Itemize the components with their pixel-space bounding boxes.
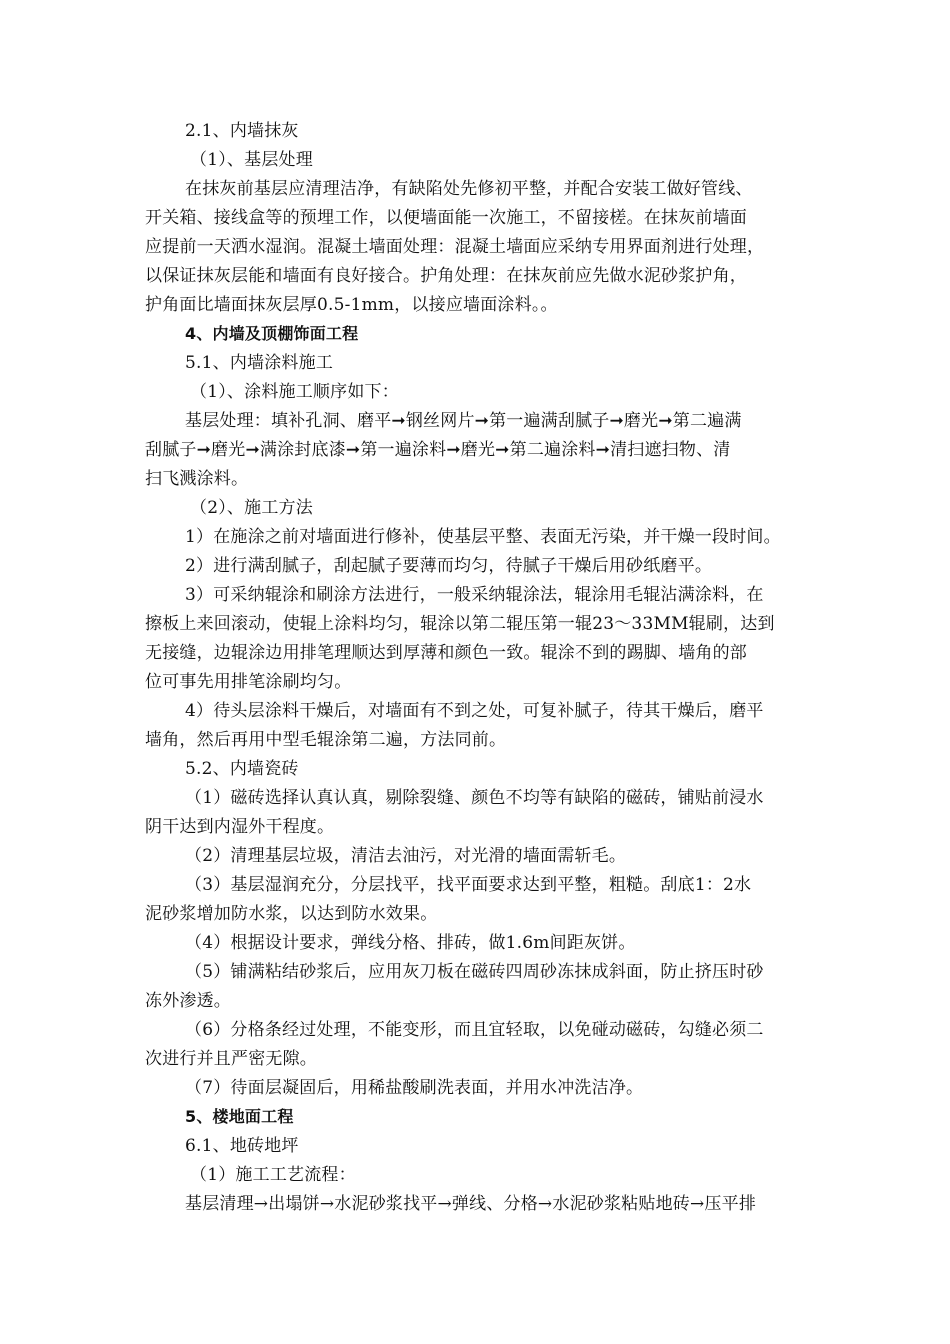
paragraph-line: 位可事先用排笔涂刷均匀。 bbox=[145, 672, 352, 692]
paragraph-line: （4）根据设计要求，弹线分格、排砖，做1.6m间距灰饼。 bbox=[185, 933, 636, 953]
paragraph-line: 3）可采纳辊涂和刷涂方法进行，一般采纳辊涂法，辊涂用毛辊沾满涂料，在 bbox=[185, 585, 764, 605]
paragraph-line: （6）分格条经过处理，不能变形，而且宜轻取，以免碰动磁砖，勾缝必须二 bbox=[185, 1020, 764, 1040]
subheading-construction-method: （2）、施工方法 bbox=[190, 498, 313, 518]
heading-5-2: 5.2、内墙瓷砖 bbox=[185, 759, 299, 779]
paragraph-line: （2）清理基层垃圾，清洁去油污，对光滑的墙面需斩毛。 bbox=[185, 846, 627, 866]
paragraph-line: 阴干达到内湿外干程度。 bbox=[145, 817, 335, 837]
paragraph-line: 次进行并且严密无隙。 bbox=[145, 1049, 317, 1069]
paragraph-line: （7）待面层凝固后，用稀盐酸刷洗表面，并用水冲洗洁净。 bbox=[185, 1078, 644, 1098]
paragraph-line: 刮腻子➞磨光➞满涂封底漆➞第一遍涂料➞磨光➞第二遍涂料➞清扫遮扫物、清 bbox=[145, 440, 731, 460]
section-heading-5: 5、楼地面工程 bbox=[185, 1107, 294, 1126]
paragraph-line: 擦板上来回滚动，使辊上涂料均匀，辊涂以第二辊压第一辊23～33MM辊刷，达到 bbox=[145, 614, 775, 634]
paragraph-line: 应提前一天洒水湿润。混凝土墙面处理：混凝土墙面应采纳专用界面剂进行处理， bbox=[145, 237, 765, 257]
heading-2-1: 2.1、内墙抹灰 bbox=[185, 121, 299, 141]
paragraph-line: 墙角，然后再用中型毛辊涂第二遍，方法同前。 bbox=[145, 730, 507, 750]
subheading-base-treatment: （1）、基层处理 bbox=[190, 150, 313, 170]
subheading-process-flow: （1）施工工艺流程： bbox=[190, 1165, 356, 1185]
heading-5-1: 5.1、内墙涂料施工 bbox=[185, 353, 334, 373]
paragraph-line: 基层清理→出塌饼→水泥砂浆找平→弹线、分格→水泥砂浆粘贴地砖→压平排 bbox=[185, 1194, 757, 1214]
paragraph-line: （3）基层湿润充分，分层找平，找平面要求达到平整，粗糙。刮底1：2水 bbox=[185, 875, 752, 895]
paragraph-line: 泥砂浆增加防水浆，以达到防水效果。 bbox=[145, 904, 438, 924]
paragraph-line: 冻外渗透。 bbox=[145, 991, 231, 1011]
section-heading-4: 4、内墙及顶棚饰面工程 bbox=[185, 324, 359, 343]
paragraph-line: 2）进行满刮腻子，刮起腻子要薄而均匀，待腻子干燥后用砂纸磨平。 bbox=[185, 556, 713, 576]
paragraph-line: 护角面比墙面抹灰层厚0.5-1mm，以接应墙面涂料。。 bbox=[145, 295, 558, 315]
paragraph-line: 以保证抹灰层能和墙面有良好接合。护角处理：在抹灰前应先做水泥砂浆护角， bbox=[145, 266, 747, 286]
paragraph-line: 4）待头层涂料干燥后，对墙面有不到之处，可复补腻子，待其干燥后，磨平 bbox=[185, 701, 764, 721]
paragraph-line: 开关箱、接线盒等的预埋工作，以便墙面能一次施工，不留接槎。在抹灰前墙面 bbox=[145, 208, 747, 228]
subheading-paint-sequence: （1）、涂料施工顺序如下： bbox=[190, 382, 399, 402]
paragraph-line: 在抹灰前基层应清理洁净，有缺陷处先修初平整，并配合安装工做好管线、 bbox=[185, 179, 753, 199]
paragraph-line: （1）磁砖选择认真认真，剔除裂缝、颜色不均等有缺陷的磁砖，铺贴前浸水 bbox=[185, 788, 764, 808]
paragraph-line: 1）在施涂之前对墙面进行修补，使基层平整、表面无污染，并干燥一段时间。 bbox=[185, 527, 781, 547]
paragraph-line: （5）铺满粘结砂浆后，应用灰刀板在磁砖四周砂冻抹成斜面，防止挤压时砂 bbox=[185, 962, 764, 982]
paragraph-line: 扫飞溅涂料。 bbox=[145, 469, 249, 489]
paragraph-line: 无接缝，边辊涂边用排笔理顺达到厚薄和颜色一致。辊涂不到的踢脚、墙角的部 bbox=[145, 643, 747, 663]
heading-6-1: 6.1、地砖地坪 bbox=[185, 1136, 299, 1156]
paragraph-line: 基层处理：填补孔洞、磨平➞钢丝网片➞第一遍满刮腻子➞磨光➞第二遍满 bbox=[185, 411, 742, 431]
